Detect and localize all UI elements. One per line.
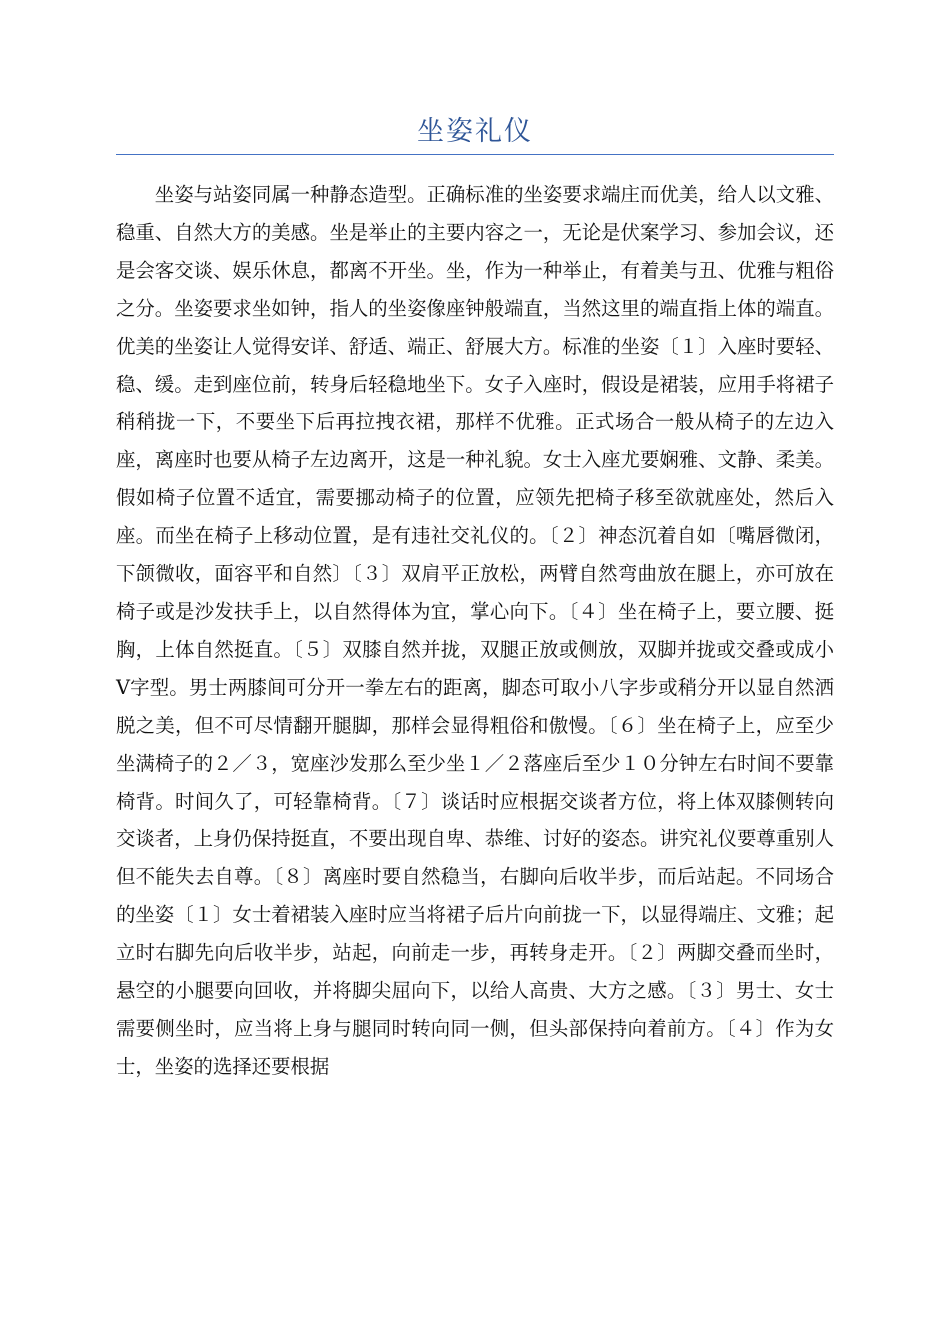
body-paragraph: 坐姿与站姿同属一种静态造型。正确标准的坐姿要求端庄而优美，给人以文雅、稳重、自然大方的美感。坐是举止的主要内容之一，无论是伏案学习、参加会议，还是会客交谈、娱乐休息，都离不开坐。坐，作为一种举止，有着美与丑、优雅与粗俗之分。坐姿要求坐如钟，指人的坐姿像座钟般端直，当然这里的端直指上体的端直。优美的坐姿让人觉得安详、舒适、端正、舒展大方。标准的坐姿〔１〕入座时要轻、稳、缓。走到座位前，转身后轻稳地坐下。女子入座时，假设是裙装，应用手将裙子稍稍拢一下，不要坐下后再拉拽衣裙，那样不优雅。正式场合一般从椅子的左边入座，离座时也要从椅子左边离开，这是一种礼貌。女士入座尤要娴雅、文静、柔美。假如椅子位置不适宜，需要挪动椅子的位置，应领先把椅子移至欲就座处，然后入座。而坐在椅子上移动位置，是有违社交礼仪的。〔２〕神态沉着自如〔嘴唇微闭，下颌微收，面容平和自然〕〔３〕双肩平正放松，两臂自然弯曲放在腿上，亦可放在椅子或是沙发扶手上，以自然得体为宜，掌心向下。〔４〕坐在椅子上，要立腰、挺胸，上体自然挺直。〔５〕双膝自然并拢，双腿正放或侧放，双脚并拢或交叠或成小V字型。男士两膝间可分开一拳左右的距离，脚态可取小八字步或稍分开以显自然洒脱之美，但不可尽情翻开腿脚，那样会显得粗俗和傲慢。〔６〕坐在椅子上，应至少坐满椅子的２／３，宽座沙发那么至少坐１／２落座后至少１０分钟左右时间不要靠椅背。时间久了，可轻靠椅背。〔７〕谈话时应根据交谈者方位，将上体双膝侧转向交谈者，上身仍保持挺直，不要出现自卑、恭维、讨好的姿态。讲究礼仪要尊重别人但不能失去自尊。〔８〕离座时要自然稳当，右脚向后收半步，而后站起。不同场合的坐姿〔１〕女士着裙装入座时应当将裙子后片向前拢一下，以显得端庄、文雅；起立时右脚先向后收半步，站起，向前走一步，再转身走开。〔２〕两脚交叠而坐时，悬空的小腿要向回收，并将脚尖屈向下，以给人高贵、大方之感。〔３〕男士、女士需要侧坐时，应当将上身与腿同时转向同一侧，但头部保持向着前方。〔４〕作为女士，坐姿的选择还要根据 xyxy=(116,183,834,1078)
title-underline xyxy=(116,154,834,155)
page-title: 坐姿礼仪 xyxy=(417,116,533,147)
